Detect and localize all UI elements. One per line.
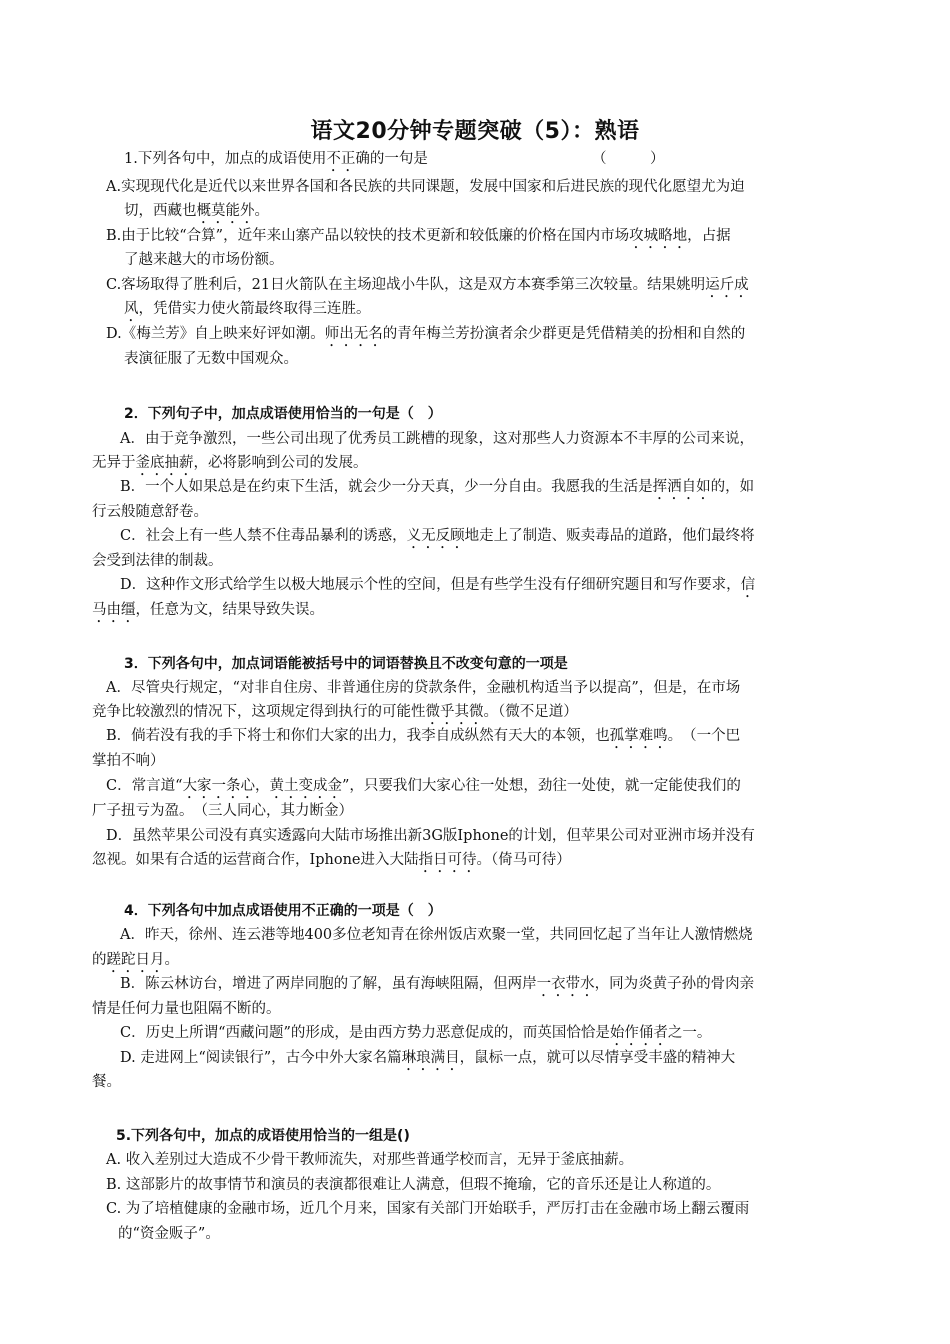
q3-stem: 3．下列各句中，加点词语能被括号中的词语替换且不改变句意的一项是 [124,656,568,672]
q3-option-c: C．常言道“大家一条心，黄土变成金”，只要我们大家心往一处想，劲往一处使，就一定能使我们的 [106,778,741,794]
q1-option-a-cont: 切，西藏也概莫能外。 [124,203,269,219]
page-title: 语文20分钟专题突破（5）：熟语 [310,119,640,144]
q4-option-b: B．陈云林访台，增进了两岸同胞的了解，虽有海峡阻隔，但两岸一衣带水，同为炎黄子孙的骨肉亲 [120,976,755,992]
q4-option-d: D. 走进网上“阅读银行”，古今中外大家名篇琳琅满目，鼠标一点，就可以尽情享受丰盛的精神大 [120,1050,736,1066]
q3-option-c-cont: 厂子扭亏为盈。 （三人同心，其力断金） [92,803,353,819]
q2-option-a-cont: 无异于釜底抽薪，必将影响到公司的发展。 [92,455,368,471]
q1-option-c-cont: 风，凭借实力使火箭最终取得三连胜。 [124,301,371,317]
q2-option-d: D．这种作文形式给学生以极大地展示个性的空间，但是有些学生没有仔细研究题目和写作要求，信 [120,577,756,593]
q5-stem: 5.下列各句中，加点的成语使用恰当的一组是() [116,1128,410,1144]
q4-option-a: A．昨天，徐州、连云港等地400多位老知青在徐州饭店欢聚一堂，共同回忆起了当年让人激情燃烧 [120,927,753,943]
q1-answer-paren: （ ） [592,151,665,167]
q2-option-c: C．社会上有一些人禁不住毒品暴利的诱惑，义无反顾地走上了制造、贩卖毒品的道路，他们最终将 [120,528,755,544]
q5-option-c: C. 为了培植健康的金融市场，近几个月来，国家有关部门开始联手，严厉打击在金融市场上翻云覆雨 [106,1201,750,1217]
q4-option-a-cont: 的蹉跎日月。 [92,952,179,968]
q2-option-d-cont: 马由缰，任意为文，结果导致失误。 [92,602,324,618]
q1-option-b: B.由于比较“合算”，近年来山寨产品以较快的技术更新和较低廉的价格在国内市场攻城略地，占据 [106,228,731,244]
q4-option-c: C．历史上所谓“西藏问题”的形成，是由西方势力恶意促成的，而英国恰恰是始作俑者之一。 [120,1025,712,1041]
q2-option-b: B．一个人如果总是在约束下生活，就会少一分天真，少一分自由。我愿我的生活是挥洒自如的，如 [120,479,755,495]
q5-option-a: A. 收入差别过大造成不少骨干教师流失，对那些普通学校而言，无异于釜底抽薪。 [106,1152,634,1168]
q3-option-a: A．尽管央行规定，“对非自住房、非普通住房的贷款条件，金融机构适当予以提高”，但是，在市场 [106,680,741,696]
q2-option-c-cont: 会受到法律的制裁。 [92,553,223,569]
q1-option-b-cont: 了越来越大的市场份额。 [124,252,284,268]
q4-stem: 4．下列各句中加点成语使用不正确的一项是（ ） [124,903,442,919]
q2-stem: 2．下列句子中，加点成语使用恰当的一句是（ ） [124,406,442,422]
q4-option-d-cont: 餐。 [92,1074,121,1090]
q2-option-b-cont: 行云般随意舒卷。 [92,504,208,520]
q3-option-d: D．虽然苹果公司没有真实透露向大陆市场推出新3G版Iphone的计划，但苹果公司对亚洲市场并没有 [106,828,755,844]
q5-option-c-cont: 的“资金贩子”。 [118,1226,220,1242]
q1-option-a: A.实现现代化是近代以来世界各国和各民族的共同课题，发展中国家和后进民族的现代化愿望尤为迫 [106,179,745,195]
q3-option-b-cont: 掌拍不响） [92,753,165,769]
q3-option-d-cont: 忽视。如果有合适的运营商合作，Iphone进入大陆指日可待。（倚马可待） [92,852,571,868]
q1-option-d-cont: 表演征服了无数中国观众。 [124,351,298,367]
q4-option-b-cont: 情是任何力量也阻隔不断的。 [92,1001,281,1017]
q2-option-a: A．由于竞争激烈，一些公司出现了优秀员工跳槽的现象，这对那些人力资源本不丰厚的公司来说， [120,431,754,447]
q1-stem: 1.下列各句中，加点的成语使用不正确的一句是 [124,151,428,167]
q1-option-d: D.《梅兰芳》自上映来好评如潮。师出无名的青年梅兰芳扮演者余少群更是凭借精美的扮相和自然的 [106,326,746,342]
q3-option-b: B．倘若没有我的手下将士和你们大家的出力，我李自成纵然有天大的本领，也孤掌难鸣。 （一个巴 [106,728,741,744]
q1-option-c: C.客场取得了胜利后，21日火箭队在主场迎战小牛队，这是双方本赛季第三次较量。结果姚明运斤成 [106,277,749,293]
q3-option-a-cont: 竞争比较激烈的情况下，这项规定得到执行的可能性微乎其微。（微不足道） [92,704,578,720]
q5-option-b: B. 这部影片的故事情节和演员的表演都很难让人满意，但瑕不掩瑜，它的音乐还是让人称道的。 [106,1177,721,1193]
